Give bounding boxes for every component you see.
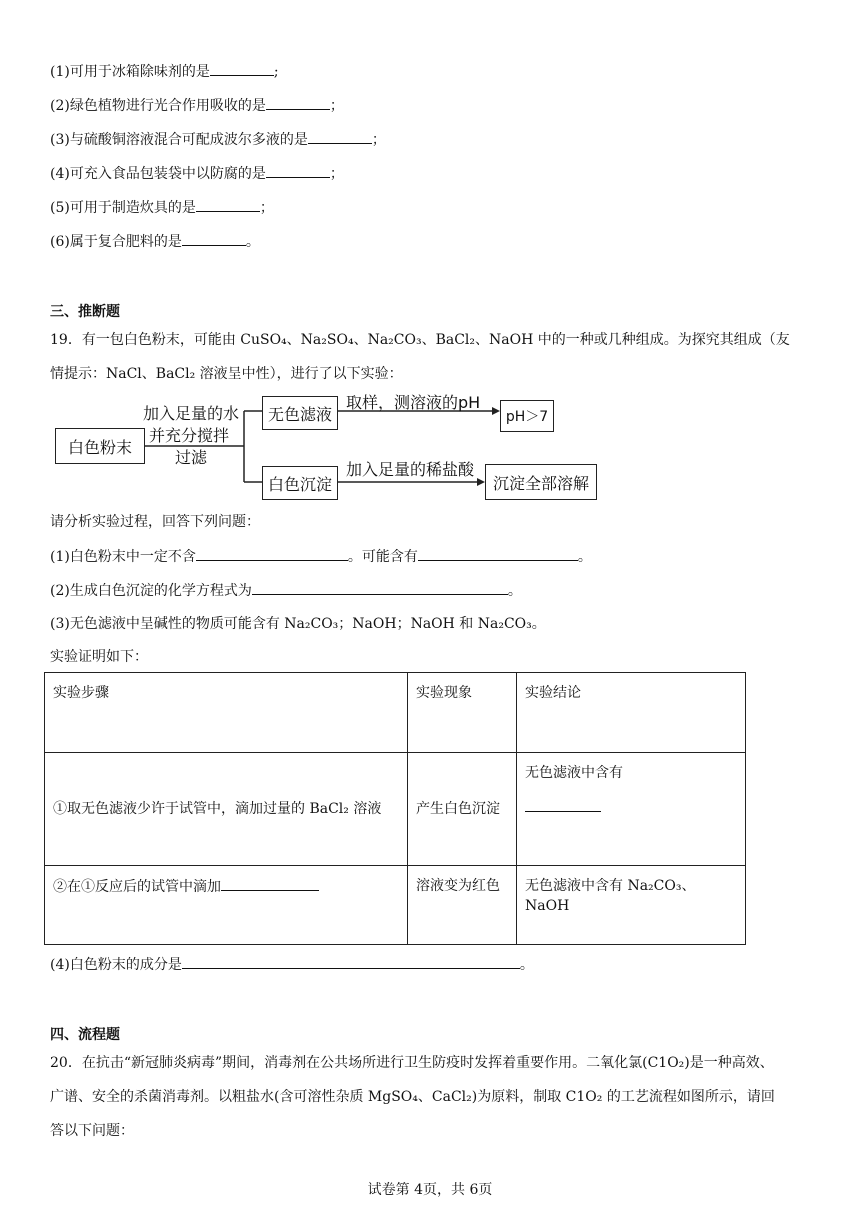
q19-stem-line2: 情提示：NaCl、BaCl₂ 溶液呈中性），进行了以下实验： bbox=[50, 366, 403, 382]
q18-item-text: (2)绿色植物进行光合作用吸收的是 bbox=[50, 98, 266, 114]
q18-item-6: (6)属于复合肥料的是 。 bbox=[50, 231, 260, 252]
answer-blank[interactable] bbox=[252, 580, 508, 595]
proof-intro: 实验证明如下： bbox=[50, 649, 148, 665]
precip-step-label: 加入足量的稀盐酸 bbox=[346, 460, 475, 479]
q19-stem-line1: 19．有一包白色粉末，可能由 CuSO₄、Na₂SO₄、Na₂CO₃、BaCl₂、NaOH 中的一种或几种组成。为探究其组成（友 bbox=[50, 332, 790, 348]
q20-stem-line3: 答以下问题： bbox=[50, 1123, 134, 1139]
filtrate-step-label: 取样，测溶液的pH bbox=[346, 393, 481, 412]
header-phenomenon: 实验现象 bbox=[408, 673, 517, 753]
header-step: 实验步骤 bbox=[45, 673, 408, 753]
q18-item-1: (1)可用于冰箱除味剂的是 ; bbox=[50, 61, 279, 82]
step1-label-line3: 过滤 bbox=[175, 448, 208, 467]
colorless-filtrate-box: 无色滤液 bbox=[262, 396, 338, 430]
q18-item-4: (4)可充入食品包装袋中以防腐的是 ； bbox=[50, 163, 344, 184]
q20-stem-line1: 20．在抗击“新冠肺炎病毒”期间，消毒剂在公共场所进行卫生防疫时发挥着重要作用。二氧化氯(C1O₂)是一种高效、 bbox=[50, 1055, 774, 1071]
header-conclusion: 实验结论 bbox=[517, 673, 746, 753]
section-title-process: 四、流程题 bbox=[50, 1027, 120, 1043]
answer-blank[interactable] bbox=[525, 797, 601, 812]
q18-item-text: (1)可用于冰箱除味剂的是 bbox=[50, 64, 210, 80]
q20-stem-line2: 广谱、安全的杀菌消毒剂。以粗盐水(含可溶性杂质 MgSO₄、CaCl₂)为原料，制取 C1O₂ 的工艺流程如图所示，请回 bbox=[50, 1089, 775, 1105]
q19-sub3: (3)无色滤液中呈碱性的物质可能含有 Na₂CO₃；NaOH；NaOH 和 Na₂CO₃。 bbox=[50, 616, 546, 632]
q18-item-2: (2)绿色植物进行光合作用吸收的是 ； bbox=[50, 95, 344, 116]
q19-sub4: (4)白色粉末的成分是 。 bbox=[50, 954, 534, 975]
answer-blank[interactable] bbox=[221, 876, 319, 891]
table-row bbox=[45, 753, 746, 866]
answer-blank[interactable] bbox=[182, 954, 520, 969]
row1-conclusion: 无色滤液中含有 bbox=[525, 765, 623, 781]
table-row bbox=[45, 866, 746, 945]
page-footer: 试卷第 4页，共 6页 bbox=[367, 1182, 493, 1198]
step1-label-line2: 并充分搅拌 bbox=[149, 426, 230, 445]
white-powder-box: 白色粉末 bbox=[55, 428, 145, 464]
q19-sub1: (1)白色粉末中一定不含 。可能含有 。 bbox=[50, 546, 592, 567]
q18-item-text: (6)属于复合肥料的是 bbox=[50, 234, 182, 250]
analysis-intro: 请分析实验过程，回答下列问题： bbox=[50, 514, 260, 530]
row2-step: ②在①反应后的试管中滴加 bbox=[53, 879, 221, 895]
precip-result-box: 沉淀全部溶解 bbox=[485, 464, 597, 500]
q18-item-5: (5)可用于制造炊具的是 ； bbox=[50, 197, 274, 218]
q18-item-text: (3)与硫酸铜溶液混合可配成波尔多液的是 bbox=[50, 132, 308, 148]
answer-blank[interactable] bbox=[196, 546, 348, 561]
ph-result-box: pH＞7 bbox=[500, 400, 554, 432]
experiment-table bbox=[44, 672, 746, 945]
q18-item-3: (3)与硫酸铜溶液混合可配成波尔多液的是 ； bbox=[50, 129, 386, 150]
row2-conclusion: 无色滤液中含有 Na₂CO₃、NaOH bbox=[525, 878, 696, 914]
q19-sub2: (2)生成白色沉淀的化学方程式为 。 bbox=[50, 580, 522, 601]
row1-step: ①取无色滤液少许于试管中，滴加过量的 BaCl₂ 溶液 bbox=[53, 801, 382, 817]
q18-item-text: (5)可用于制造炊具的是 bbox=[50, 200, 196, 216]
white-precipitate-box: 白色沉淀 bbox=[262, 466, 338, 500]
table-header-row bbox=[45, 673, 746, 753]
answer-blank[interactable] bbox=[418, 546, 578, 561]
section-title-inference: 三、推断题 bbox=[50, 304, 120, 320]
row1-phenomenon: 产生白色沉淀 bbox=[416, 801, 500, 817]
row2-phenomenon: 溶液变为红色 bbox=[416, 878, 500, 894]
q18-item-text: (4)可充入食品包装袋中以防腐的是 bbox=[50, 166, 266, 182]
step1-label-line1: 加入足量的水 bbox=[143, 404, 240, 423]
